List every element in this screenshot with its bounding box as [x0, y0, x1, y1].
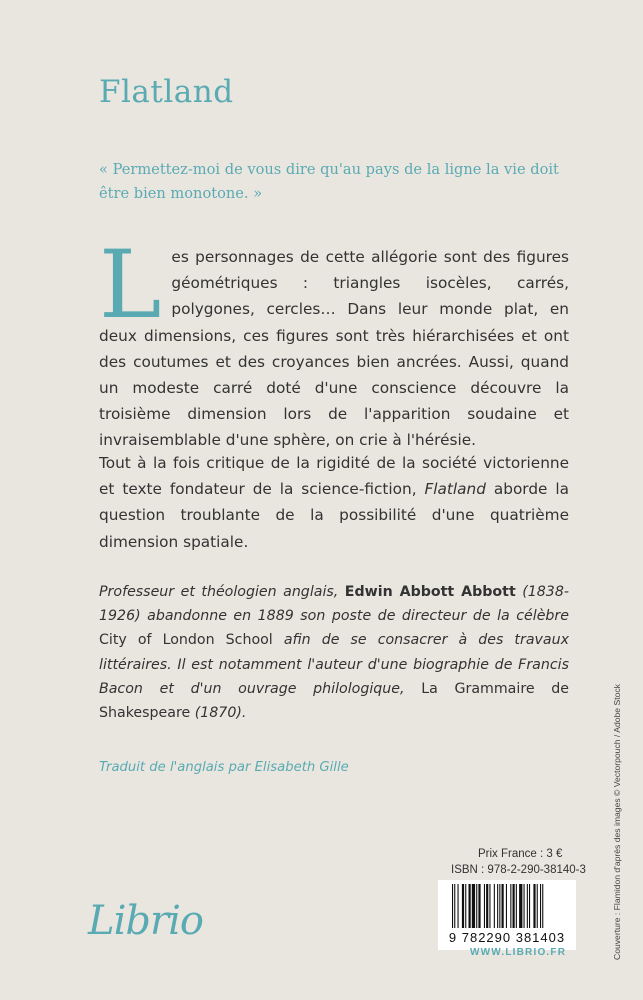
barcode-bar — [469, 884, 471, 928]
bio-text-2: (1838-1926) abandonne en 1889 son poste de directeur de la célèbre — [99, 584, 569, 625]
school-name: City of London School — [99, 632, 273, 649]
barcode-bar — [502, 884, 504, 928]
barcode-bar — [484, 884, 485, 928]
price-label: Prix France : 3 € — [478, 848, 563, 860]
synopsis-paragraph-1 — [99, 231, 569, 454]
barcode-bar — [497, 884, 498, 928]
barcode-bar — [516, 884, 517, 928]
synopsis-text-2b: aborde la question troublante de la possibilité d'une quatrième dimension spatiale. — [99, 480, 569, 551]
barcode-number: 9 782290 381403 — [448, 930, 566, 945]
barcode-bar — [537, 884, 538, 928]
barcode-bar — [476, 884, 477, 928]
synopsis-paragraph-2 — [99, 450, 569, 555]
bio-text-4: (1870). — [190, 705, 247, 722]
barcode-bar — [542, 884, 543, 928]
bio-text-3: afin de se consacrer à des travaux littéraires. Il est notamment l'auteur d'une biographie de Francis Bacon et d'un ouvrage philologique, — [99, 632, 569, 697]
author-bio — [99, 580, 569, 725]
barcode — [438, 880, 576, 950]
cover-credit: Couverture : Flamidon d'après des images © Vectorpouch / Adobe Stock — [612, 684, 622, 960]
book-title: Flatland — [99, 74, 234, 110]
barcode-bar — [529, 884, 530, 928]
barcode-bars — [452, 884, 562, 928]
author-name: Edwin Abbott Abbott — [344, 584, 516, 600]
isbn-label: ISBN : 978-2-290-38140-3 — [451, 864, 586, 876]
barcode-bar — [472, 884, 475, 928]
translator-credit: Traduit de l'anglais par Elisabeth Gille — [99, 760, 349, 775]
barcode-bar — [462, 884, 464, 928]
barcode-bar — [489, 884, 490, 928]
barcode-bar — [454, 884, 455, 928]
barcode-bar — [524, 884, 525, 928]
barcode-bar — [494, 884, 495, 928]
librio-logo: Librio — [88, 898, 203, 944]
barcode-bar — [452, 884, 453, 928]
barcode-bar — [478, 884, 480, 928]
drop-cap: L — [99, 231, 162, 340]
barcode-bar — [510, 884, 511, 928]
synopsis-text-1: es personnages de cette allégorie sont des figures géométriques : triangles isocèles, carrés, polygones, cercles… Dans leur monde plat, en deux dimensions, ces figures sont très hiérarchisées et ont des coutumes et des croyances bien ancrées. Aussi, quand un modeste carré doté d'une conscience découvre la troisième dimension lors de l'apparition soudaine et invraisemblable d'une sphère, on crie à l'hérésie. — [99, 248, 569, 450]
barcode-bar — [527, 884, 528, 928]
barcode-bar — [486, 884, 488, 928]
synopsis-title-italic: Flatland — [424, 480, 486, 499]
barcode-bar — [533, 884, 535, 928]
barcode-bar — [465, 884, 466, 928]
barcode-bar — [499, 884, 500, 928]
barcode-bar — [540, 884, 541, 928]
barcode-bar — [506, 884, 507, 928]
barcode-bar — [513, 884, 515, 928]
publisher-url[interactable]: WWW.LIBRIO.FR — [470, 947, 567, 958]
barcode-bar — [458, 884, 459, 928]
barcode-bar — [519, 884, 522, 928]
epigraph-quote: « Permettez-moi de vous dire qu'au pays de la ligne la vie doit être bien monotone. » — [99, 161, 559, 202]
synopsis-text-2a: Tout à la fois critique de la rigidité de la société victorienne et texte fondateur de la science-fiction, — [99, 454, 569, 499]
book-name: La Grammaire de Shakespeare — [99, 680, 569, 722]
bio-text-1: Professeur et théologien anglais, — [99, 584, 345, 600]
